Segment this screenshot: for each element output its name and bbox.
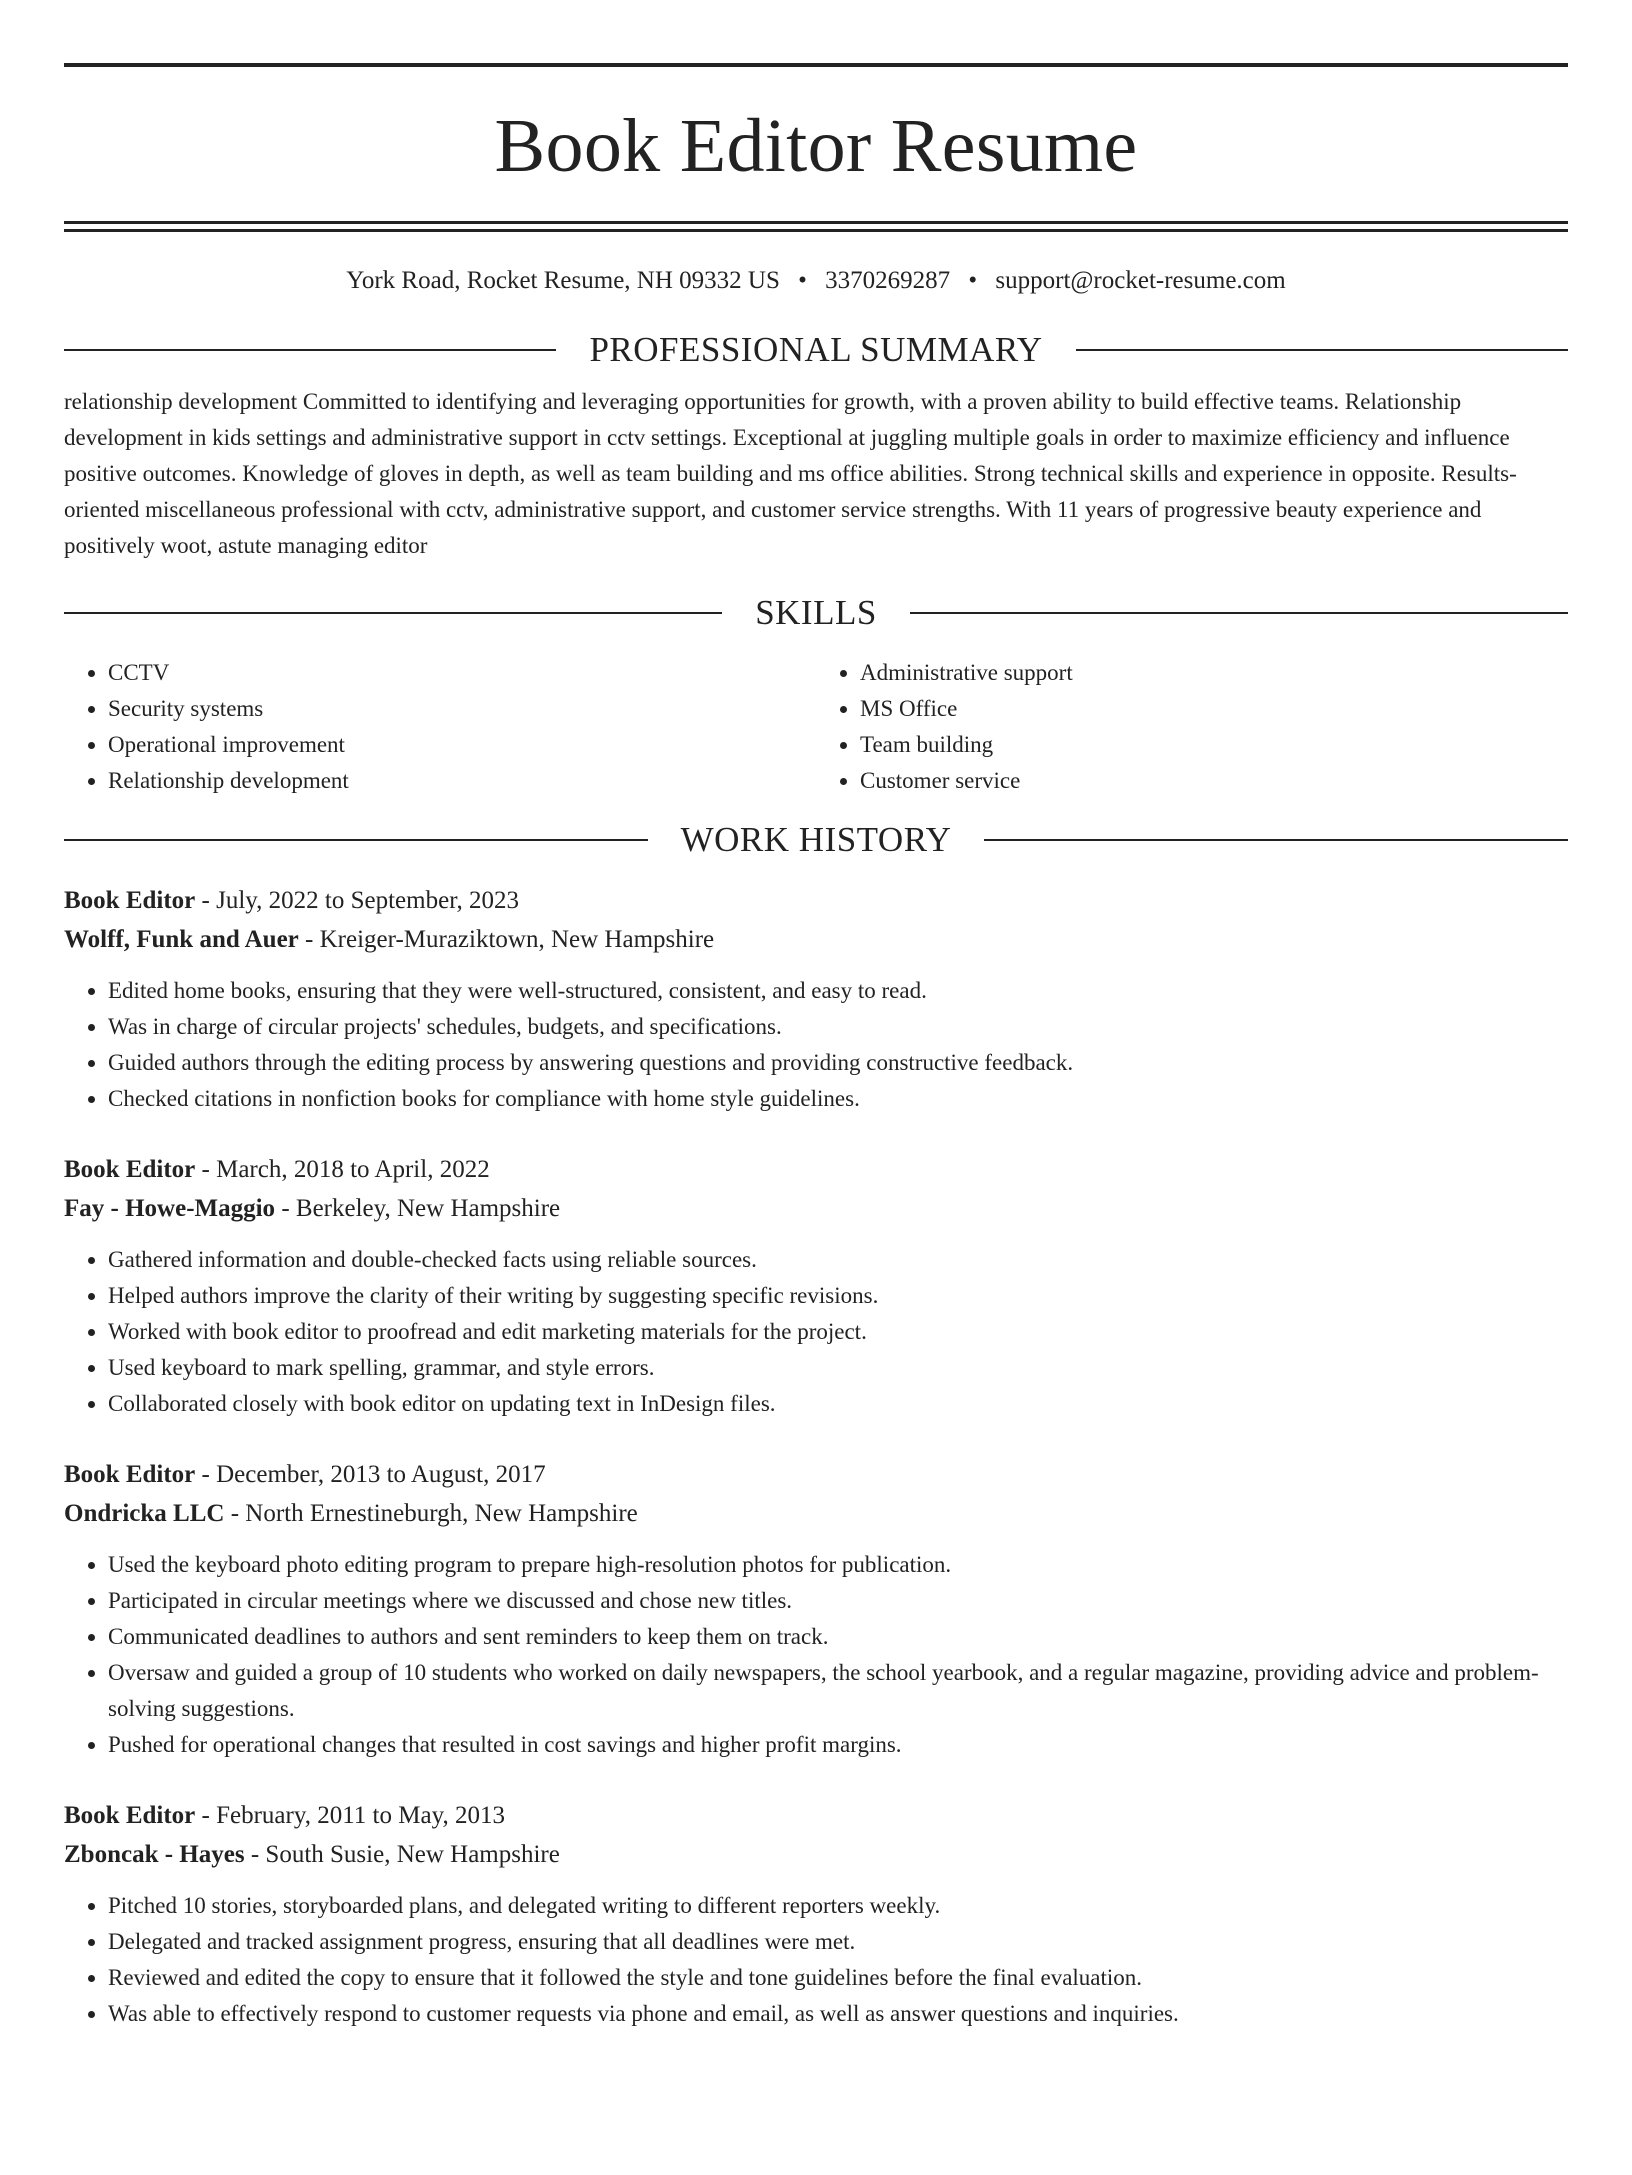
heading-rule-right xyxy=(984,839,1568,841)
job-location: - South Susie, New Hampshire xyxy=(244,1841,560,1868)
job-dates: - December, 2013 to August, 2017 xyxy=(195,1461,546,1488)
heading-rule-right xyxy=(1076,349,1568,351)
heading-rule-left xyxy=(64,612,722,614)
contact-separator: • xyxy=(968,267,978,294)
job-company: Ondricka LLC xyxy=(64,1500,225,1527)
job-bullets xyxy=(64,1888,1568,2032)
job-location: - Kreiger-Muraziktown, New Hampshire xyxy=(298,926,715,953)
skill-item: • Operational improvement xyxy=(108,727,816,763)
job-entry xyxy=(64,881,1568,1117)
job-bullet: • Collaborated closely with book editor on updating text in InDesign files. xyxy=(108,1386,1568,1422)
job-title-line xyxy=(64,1455,1568,1494)
job-bullet: • Was in charge of circular projects' schedules, budgets, and specifications. xyxy=(108,1009,1568,1045)
job-bullet: • Helped authors improve the clarity of their writing by suggesting specific revisions. xyxy=(108,1278,1568,1314)
job-bullet: • Worked with book editor to proofread and edit marketing materials for the project. xyxy=(108,1314,1568,1350)
section-heading-label: SKILLS xyxy=(755,593,877,632)
job-location: - Berkeley, New Hampshire xyxy=(275,1195,561,1222)
job-role: Book Editor xyxy=(64,887,196,914)
job-bullet: • Guided authors through the editing process by answering questions and providing constructive feedback. xyxy=(108,1045,1568,1081)
job-company: Zboncak - Hayes xyxy=(64,1841,245,1868)
job-company-line xyxy=(64,920,1568,959)
job-title-line xyxy=(64,1796,1568,1835)
job-location: - North Ernestineburgh, New Hampshire xyxy=(224,1500,638,1527)
contact-phone: 3370269287 xyxy=(825,267,951,294)
job-role: Book Editor xyxy=(64,1461,196,1488)
section-heading-skills xyxy=(64,593,1568,633)
job-entry xyxy=(64,1796,1568,2032)
heading-rule-left xyxy=(64,839,648,841)
skill-item: • CCTV xyxy=(108,655,816,691)
job-company-line xyxy=(64,1835,1568,1874)
skills-list-left xyxy=(64,655,816,799)
skill-item: • Relationship development xyxy=(108,763,816,799)
heading-rule-left xyxy=(64,349,556,351)
job-bullets xyxy=(64,1547,1568,1763)
job-dates: - July, 2022 to September, 2023 xyxy=(195,887,520,914)
resume-page xyxy=(0,63,1632,2175)
job-bullets xyxy=(64,973,1568,1117)
job-bullet: • Reviewed and edited the copy to ensure that it followed the style and tone guidelines before the final evaluation. xyxy=(108,1960,1568,1996)
job-bullet: • Was able to effectively respond to customer requests via phone and email, as well as answer questions and inquiries. xyxy=(108,1996,1568,2032)
skill-item: • Administrative support xyxy=(860,655,1568,691)
contact-line xyxy=(64,266,1568,296)
skill-item: • Team building xyxy=(860,727,1568,763)
section-heading-work-history xyxy=(64,820,1568,860)
section-heading-label: PROFESSIONAL SUMMARY xyxy=(589,330,1043,369)
contact-separator: • xyxy=(798,267,807,294)
skill-item: • MS Office xyxy=(860,691,1568,727)
job-title-line xyxy=(64,881,1568,920)
contact-address: York Road, Rocket Resume, NH 09332 US xyxy=(346,267,780,294)
skill-item: • Customer service xyxy=(860,763,1568,799)
job-bullet: • Participated in circular meetings where we discussed and chose new titles. xyxy=(108,1583,1568,1619)
summary-text: relationship development Committed to identifying and leveraging opportunities for growth, with a proven ability to build effective teams. Relationship development in kids settings and administrative support in cctv settings. Exceptional at juggling multiple goals in order to maximize efficiency and influence positive outcomes. Knowledge of gloves in depth, as well as team building and ms office abilities. Strong technical skills and experience in opposite. Results-oriented miscellaneous professional with cctv, administrative support, and customer service strengths. With 11 years of progressive beauty experience and positively woot, astute managing editor xyxy=(64,389,1517,558)
skills-list-right xyxy=(816,655,1568,799)
top-rule xyxy=(64,63,1568,67)
job-company: Fay - Howe-Maggio xyxy=(64,1195,276,1222)
job-bullets xyxy=(64,1242,1568,1422)
job-entry xyxy=(64,1150,1568,1422)
contact-email: support@rocket-resume.com xyxy=(995,267,1286,294)
job-role: Book Editor xyxy=(64,1802,196,1829)
title-double-rule xyxy=(64,221,1568,232)
skills-columns xyxy=(64,655,1568,799)
job-bullet: • Delegated and tracked assignment progress, ensuring that all deadlines were met. xyxy=(108,1924,1568,1960)
job-company-line xyxy=(64,1189,1568,1228)
job-bullet: • Pushed for operational changes that resulted in cost savings and higher profit margins. xyxy=(108,1727,1568,1763)
heading-rule-right xyxy=(910,612,1568,614)
skill-item: • Security systems xyxy=(108,691,816,727)
job-bullet: • Used the keyboard photo editing program to prepare high-resolution photos for publication. xyxy=(108,1547,1568,1583)
job-dates: - February, 2011 to May, 2013 xyxy=(195,1802,505,1829)
job-entry xyxy=(64,1455,1568,1763)
job-role: Book Editor xyxy=(64,1156,196,1183)
job-bullet: • Oversaw and guided a group of 10 students who worked on daily newspapers, the school yearbook, and a regular magazine, providing advice and problem-solving suggestions. xyxy=(108,1655,1568,1727)
job-bullet: • Used keyboard to mark spelling, grammar, and style errors. xyxy=(108,1350,1568,1386)
job-company: Wolff, Funk and Auer xyxy=(64,926,299,953)
job-title-line xyxy=(64,1150,1568,1189)
job-dates: - March, 2018 to April, 2022 xyxy=(195,1156,490,1183)
job-bullet: • Gathered information and double-checked facts using reliable sources. xyxy=(108,1242,1568,1278)
job-bullet: • Edited home books, ensuring that they were well-structured, consistent, and easy to read. xyxy=(108,973,1568,1009)
job-bullet: • Pitched 10 stories, storyboarded plans, and delegated writing to different reporters weekly. xyxy=(108,1888,1568,1924)
job-bullet: • Checked citations in nonfiction books for compliance with home style guidelines. xyxy=(108,1081,1568,1117)
resume-title: Book Editor Resume xyxy=(494,104,1138,188)
job-bullet: • Communicated deadlines to authors and sent reminders to keep them on track. xyxy=(108,1619,1568,1655)
section-heading-summary xyxy=(64,330,1568,370)
job-company-line xyxy=(64,1494,1568,1533)
section-heading-label: WORK HISTORY xyxy=(680,820,952,859)
